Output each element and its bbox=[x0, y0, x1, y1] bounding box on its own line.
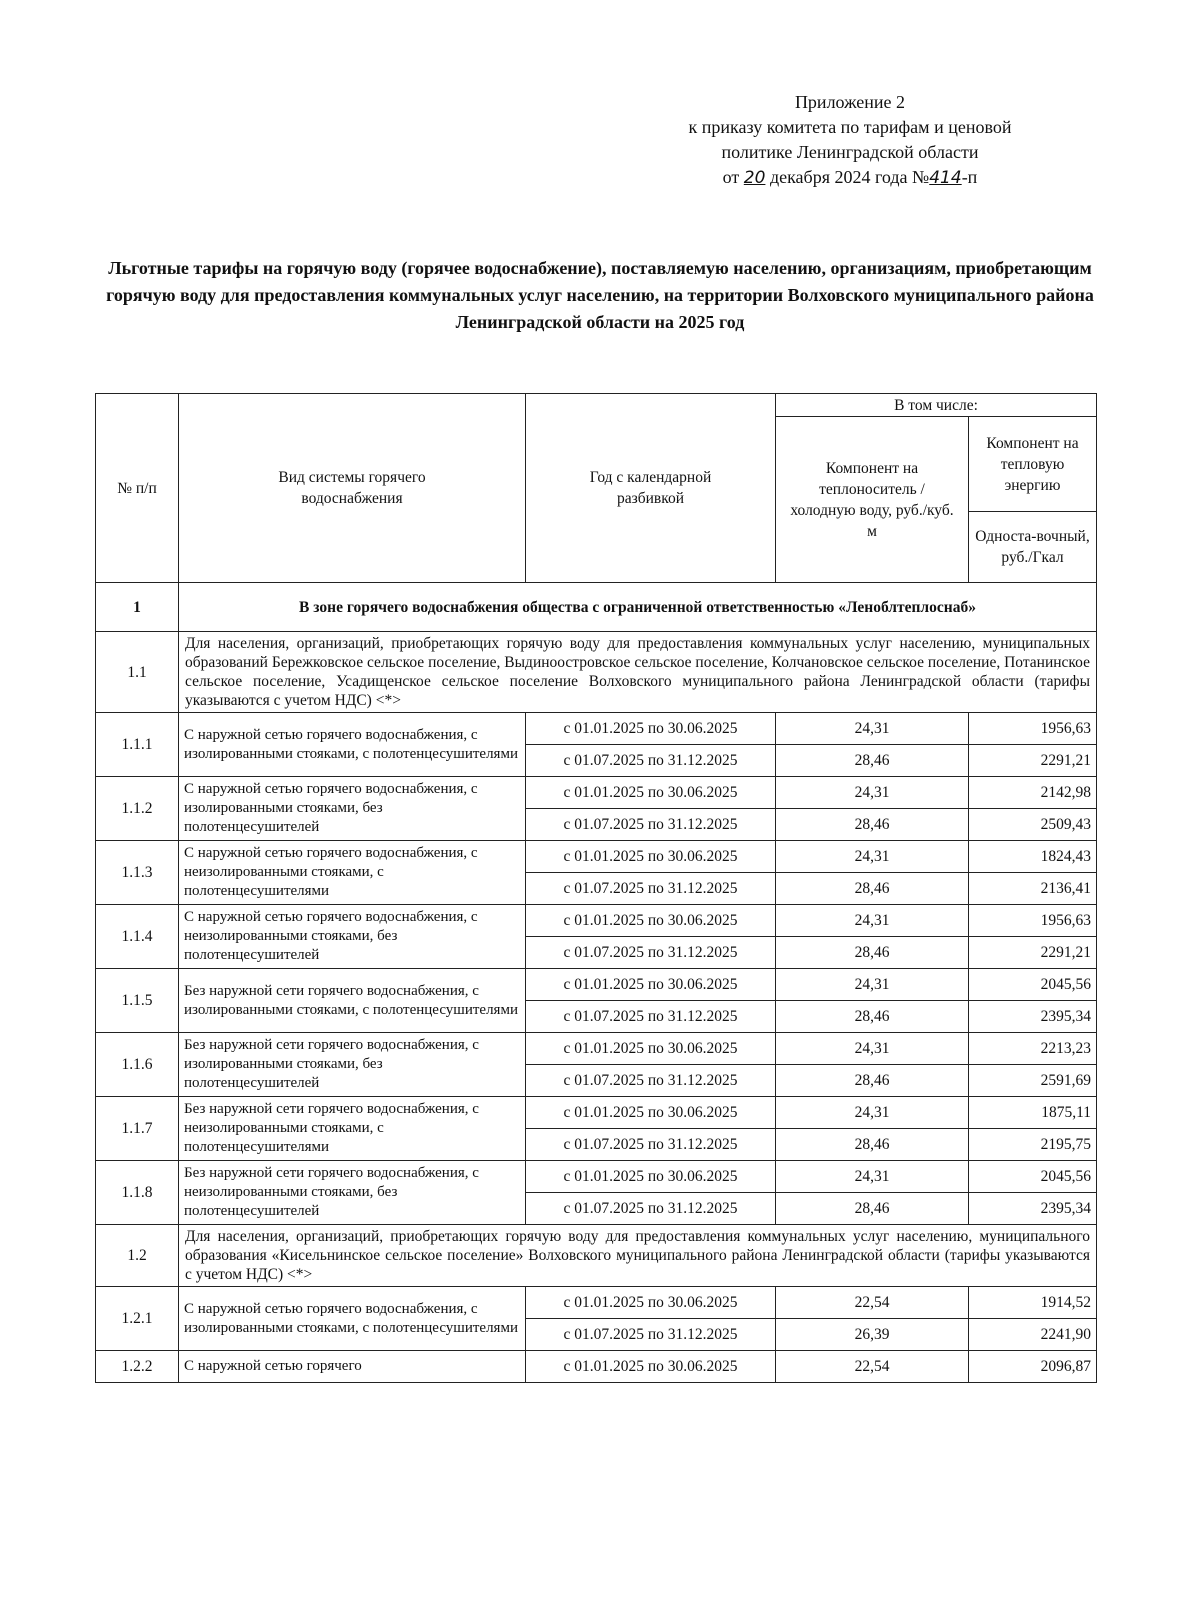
carrier-value: 28,46 bbox=[776, 1129, 969, 1161]
energy-value: 1956,63 bbox=[969, 713, 1097, 745]
item-num: 1.1.7 bbox=[96, 1097, 179, 1161]
period-cell: с 01.07.2025 по 31.12.2025 bbox=[526, 1193, 776, 1225]
period-cell: с 01.01.2025 по 30.06.2025 bbox=[526, 777, 776, 809]
carrier-value: 24,31 bbox=[776, 1161, 969, 1193]
period-cell: с 01.01.2025 по 30.06.2025 bbox=[526, 905, 776, 937]
carrier-value: 28,46 bbox=[776, 937, 969, 969]
section-title: В зоне горячего водоснабжения общества с ограниченной ответственностью «Леноблтеплоснаб» bbox=[179, 583, 1097, 632]
group-row bbox=[96, 632, 1097, 713]
group-description: Для населения, организаций, приобретающих горячую воду для предоставления коммунальных услуг населению, муниципальных образований Бережковское сельское поселение, Выдиноостровское сельское поселение, Колчановское сельское поселение, Потанинское сельское поселение, Усадищенское сельское поселение Волховского муниципального района Ленинградской области (тарифы указываются с учетом НДС) <*> bbox=[179, 632, 1097, 713]
energy-value: 2045,56 bbox=[969, 1161, 1097, 1193]
energy-value: 1824,43 bbox=[969, 841, 1097, 873]
annex-title: Приложение 2 bbox=[794, 92, 906, 112]
period-cell: с 01.07.2025 по 31.12.2025 bbox=[526, 1001, 776, 1033]
item-description: С наружной сетью горячего водоснабжения, с неизолированными стояками, без полотенцесушителей bbox=[179, 905, 526, 969]
period-cell: с 01.01.2025 по 30.06.2025 bbox=[526, 1033, 776, 1065]
group-description: Для населения, организаций, приобретающих горячую воду для предоставления коммунальных услуг населению, муниципального образования «Кисельнинское сельское поселение» Волховского муниципального района Ленинградской области (тарифы указываются с учетом НДС) <*> bbox=[179, 1225, 1097, 1287]
tariff-row bbox=[96, 1351, 1097, 1383]
item-description: С наружной сетью горячего водоснабжения, с неизолированными стояками, с полотенцесушителями bbox=[179, 841, 526, 905]
period-cell: с 01.07.2025 по 31.12.2025 bbox=[526, 1065, 776, 1097]
energy-value: 2509,43 bbox=[969, 809, 1097, 841]
carrier-value: 24,31 bbox=[776, 1033, 969, 1065]
tariff-row bbox=[96, 1097, 1097, 1129]
period-cell: с 01.07.2025 по 31.12.2025 bbox=[526, 1129, 776, 1161]
period-cell: с 01.01.2025 по 30.06.2025 bbox=[526, 841, 776, 873]
tariff-row bbox=[96, 777, 1097, 809]
date-rest: декабря 2024 года № bbox=[769, 167, 930, 187]
item-num: 1.2.2 bbox=[96, 1351, 179, 1383]
energy-value: 1956,63 bbox=[969, 905, 1097, 937]
energy-value: 2591,69 bbox=[969, 1065, 1097, 1097]
tariff-table bbox=[95, 393, 1097, 1383]
period-cell: с 01.07.2025 по 31.12.2025 bbox=[526, 937, 776, 969]
energy-value: 2195,75 bbox=[969, 1129, 1097, 1161]
header-energy: Компонент на тепловую энергию bbox=[969, 417, 1097, 512]
item-num: 1.2.1 bbox=[96, 1287, 179, 1351]
date-prefix: от bbox=[722, 167, 740, 187]
tariff-row bbox=[96, 1287, 1097, 1319]
energy-value: 2045,56 bbox=[969, 969, 1097, 1001]
header-carrier: Компонент на теплоноситель /холодную воду, руб./куб. м bbox=[776, 417, 969, 583]
header-num: № п/п bbox=[96, 394, 179, 583]
energy-value: 2291,21 bbox=[969, 937, 1097, 969]
carrier-value: 24,31 bbox=[776, 713, 969, 745]
handwritten-day: 20 bbox=[743, 168, 766, 188]
item-description: Без наружной сети горячего водоснабжения, с неизолированными стояками, с полотенцесушителями bbox=[179, 1097, 526, 1161]
header-single-rate: Односта-вочный, руб./Гкал bbox=[969, 512, 1097, 583]
carrier-value: 24,31 bbox=[776, 841, 969, 873]
item-num: 1.1.2 bbox=[96, 777, 179, 841]
period-cell: с 01.07.2025 по 31.12.2025 bbox=[526, 873, 776, 905]
energy-value: 2142,98 bbox=[969, 777, 1097, 809]
energy-value: 1914,52 bbox=[969, 1287, 1097, 1319]
period-cell: с 01.01.2025 по 30.06.2025 bbox=[526, 1161, 776, 1193]
energy-value: 2213,23 bbox=[969, 1033, 1097, 1065]
energy-value: 2395,34 bbox=[969, 1001, 1097, 1033]
header-including: В том числе: bbox=[776, 394, 1097, 417]
annex-header bbox=[600, 90, 1100, 191]
item-description: С наружной сетью горячего bbox=[179, 1351, 526, 1383]
annex-date bbox=[600, 165, 1100, 191]
carrier-value: 28,46 bbox=[776, 809, 969, 841]
tariff-row bbox=[96, 713, 1097, 745]
item-num: 1.1.5 bbox=[96, 969, 179, 1033]
carrier-value: 24,31 bbox=[776, 905, 969, 937]
carrier-value: 24,31 bbox=[776, 969, 969, 1001]
item-description: Без наружной сети горячего водоснабжения, с изолированными стояками, без полотенцесушителей bbox=[179, 1033, 526, 1097]
item-description: С наружной сетью горячего водоснабжения, с изолированными стояками, без полотенцесушителей bbox=[179, 777, 526, 841]
tariff-row bbox=[96, 1033, 1097, 1065]
item-description: Без наружной сети горячего водоснабжения, с изолированными стояками, с полотенцесушителями bbox=[179, 969, 526, 1033]
group-row bbox=[96, 1225, 1097, 1287]
period-cell: с 01.01.2025 по 30.06.2025 bbox=[526, 1097, 776, 1129]
header-system: Вид системы горячего водоснабжения bbox=[179, 394, 526, 583]
carrier-value: 28,46 bbox=[776, 1001, 969, 1033]
item-num: 1.1.8 bbox=[96, 1161, 179, 1225]
carrier-value: 28,46 bbox=[776, 745, 969, 777]
item-description: С наружной сетью горячего водоснабжения, с изолированными стояками, с полотенцесушителями bbox=[179, 1287, 526, 1351]
tariff-row bbox=[96, 1161, 1097, 1193]
tariff-row bbox=[96, 905, 1097, 937]
energy-value: 2291,21 bbox=[969, 745, 1097, 777]
header-year: Год с календарной разбивкой bbox=[526, 394, 776, 583]
carrier-value: 28,46 bbox=[776, 1065, 969, 1097]
period-cell: с 01.01.2025 по 30.06.2025 bbox=[526, 1287, 776, 1319]
section-num: 1 bbox=[96, 583, 179, 632]
annex-order-ref: к приказу комитета по тарифам и ценовой bbox=[688, 117, 1012, 137]
carrier-value: 26,39 bbox=[776, 1319, 969, 1351]
period-cell: с 01.01.2025 по 30.06.2025 bbox=[526, 1351, 776, 1383]
energy-value: 2241,90 bbox=[969, 1319, 1097, 1351]
item-num: 1.1.3 bbox=[96, 841, 179, 905]
carrier-value: 28,46 bbox=[776, 1193, 969, 1225]
tariff-row bbox=[96, 841, 1097, 873]
period-cell: с 01.01.2025 по 30.06.2025 bbox=[526, 969, 776, 1001]
carrier-value: 22,54 bbox=[776, 1287, 969, 1319]
period-cell: с 01.07.2025 по 31.12.2025 bbox=[526, 745, 776, 777]
item-description: С наружной сетью горячего водоснабжения, с изолированными стояками, с полотенцесушителями bbox=[179, 713, 526, 777]
document-title: Льготные тарифы на горячую воду (горячее водоснабжение), поставляемую населению, организациям, приобретающим горячую воду для предоставления коммунальных услуг населению, на территории Волховского муниципального района Ленинградской области на 2025 год bbox=[106, 258, 1094, 332]
energy-value: 1875,11 bbox=[969, 1097, 1097, 1129]
annex-committee: политике Ленинградской области bbox=[721, 142, 979, 162]
period-cell: с 01.07.2025 по 31.12.2025 bbox=[526, 1319, 776, 1351]
item-num: 1.1.4 bbox=[96, 905, 179, 969]
carrier-value: 24,31 bbox=[776, 1097, 969, 1129]
tariff-row bbox=[96, 969, 1097, 1001]
carrier-value: 28,46 bbox=[776, 873, 969, 905]
item-num: 1.1.6 bbox=[96, 1033, 179, 1097]
order-suffix: -п bbox=[961, 167, 978, 187]
handwritten-order-number: 414 bbox=[929, 168, 962, 188]
carrier-value: 24,31 bbox=[776, 777, 969, 809]
group-num: 1.1 bbox=[96, 632, 179, 713]
energy-value: 2096,87 bbox=[969, 1351, 1097, 1383]
period-cell: с 01.07.2025 по 31.12.2025 bbox=[526, 809, 776, 841]
item-num: 1.1.1 bbox=[96, 713, 179, 777]
energy-value: 2395,34 bbox=[969, 1193, 1097, 1225]
carrier-value: 22,54 bbox=[776, 1351, 969, 1383]
item-description: Без наружной сети горячего водоснабжения, с неизолированными стояками, без полотенцесушителей bbox=[179, 1161, 526, 1225]
period-cell: с 01.01.2025 по 30.06.2025 bbox=[526, 713, 776, 745]
group-num: 1.2 bbox=[96, 1225, 179, 1287]
energy-value: 2136,41 bbox=[969, 873, 1097, 905]
